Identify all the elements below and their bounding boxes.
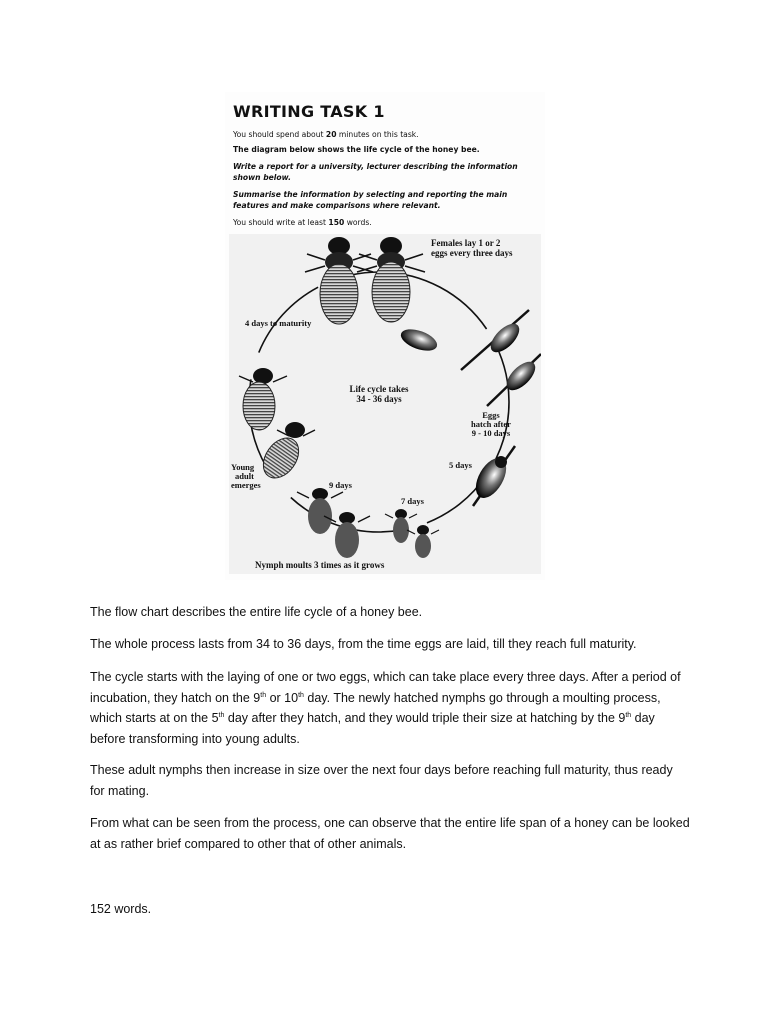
nymph-9-days-a bbox=[297, 488, 343, 534]
pupa-5-days bbox=[470, 453, 513, 503]
essay-paragraph-3 bbox=[90, 667, 690, 749]
p3-sup-4: th bbox=[625, 711, 632, 719]
task-words-bold: 150 bbox=[328, 218, 345, 227]
nymph-9-days-b bbox=[324, 512, 370, 558]
nymph-7-days-b bbox=[407, 525, 439, 558]
p3-sup-3: th bbox=[218, 711, 225, 719]
label-females-lay-2: eggs every three days bbox=[431, 248, 513, 258]
p3-sup-2: th bbox=[298, 691, 304, 699]
task-time-pre: You should spend about bbox=[233, 130, 326, 139]
young-adult-bee-lower bbox=[256, 422, 315, 485]
task-summarise-1: Summarise the information by selecting and reporting the main bbox=[233, 190, 508, 199]
word-count: 152 words. bbox=[90, 902, 152, 916]
label-females-lay-1: Females lay 1 or 2 bbox=[431, 238, 501, 248]
label-7-days: 7 days bbox=[401, 496, 424, 506]
label-life-cycle-1: Life cycle takes bbox=[349, 384, 409, 394]
task-time-post: minutes on this task. bbox=[336, 130, 419, 139]
egg-1 bbox=[398, 325, 440, 355]
p3-sup-1: th bbox=[260, 691, 267, 699]
bee-life-cycle-diagram bbox=[229, 234, 541, 574]
nymph-7-days-a bbox=[385, 509, 417, 543]
task-instruction-2: shown below. bbox=[233, 173, 292, 182]
adult-bee-left bbox=[305, 237, 373, 324]
adult-bee-right bbox=[357, 237, 425, 322]
task-words-pre: You should write at least bbox=[233, 218, 329, 227]
p3-part-e: day before transforming into young adults. bbox=[90, 711, 655, 746]
p3-part-c: day. The newly hatched nymphs go through a moulting process, which starts at on the 5 bbox=[90, 690, 661, 725]
task-time-line bbox=[233, 129, 533, 140]
label-9-days: 9 days bbox=[329, 480, 352, 490]
writing-task-card bbox=[225, 92, 545, 580]
essay-paragraph-2: The whole process lasts from 34 to 36 days, from the time eggs are laid, till they reach full maturity. bbox=[90, 637, 637, 651]
label-eggs-2: hatch after bbox=[471, 419, 511, 429]
task-intro: The diagram below shows the life cycle of the honey bee. bbox=[233, 145, 480, 154]
label-4-days-maturity: 4 days to maturity bbox=[245, 318, 312, 328]
task-instruction-1: Write a report for a university, lecturer describing the information bbox=[233, 162, 518, 171]
label-young-3: emerges bbox=[231, 480, 261, 490]
task-words-post: words. bbox=[344, 218, 372, 227]
p3-part-d: day after they hatch, and they would triple their size at hatching by the 9 bbox=[224, 711, 626, 725]
young-adult-bee-upper bbox=[239, 368, 287, 430]
egg-2 bbox=[486, 319, 524, 357]
label-eggs-1: Eggs bbox=[482, 410, 500, 420]
task-words-line bbox=[233, 217, 533, 228]
p3-part-a: The cycle starts with the laying of one or two eggs, which can take place every three days. After a period of incubation, they hatch on the 9 bbox=[90, 670, 681, 705]
label-eggs-3: 9 - 10 days bbox=[471, 428, 511, 438]
label-life-cycle-2: 34 - 36 days bbox=[356, 394, 402, 404]
p3-part-b: or 10 bbox=[266, 690, 299, 705]
task-time-bold: 20 bbox=[325, 130, 337, 139]
essay-paragraph-5: From what can be seen from the process, one can observe that the entire life span of a honey can be looked at as rather brief compared to other that of other animals. bbox=[90, 816, 690, 851]
task-title: WRITING TASK 1 bbox=[233, 102, 385, 121]
essay-paragraph-4: These adult nymphs then increase in size over the next four days before reaching full maturity, thus ready for mating. bbox=[90, 763, 673, 798]
essay-paragraph-1: The flow chart describes the entire life cycle of a honey bee. bbox=[90, 605, 423, 619]
label-5-days: 5 days bbox=[449, 460, 472, 470]
label-young-1: Young bbox=[231, 462, 255, 472]
label-nymph-moults: Nymph moults 3 times as it grows bbox=[255, 560, 385, 570]
label-young-2: adult bbox=[235, 471, 254, 481]
task-summarise-2: features and make comparisons where relevant. bbox=[233, 201, 441, 210]
